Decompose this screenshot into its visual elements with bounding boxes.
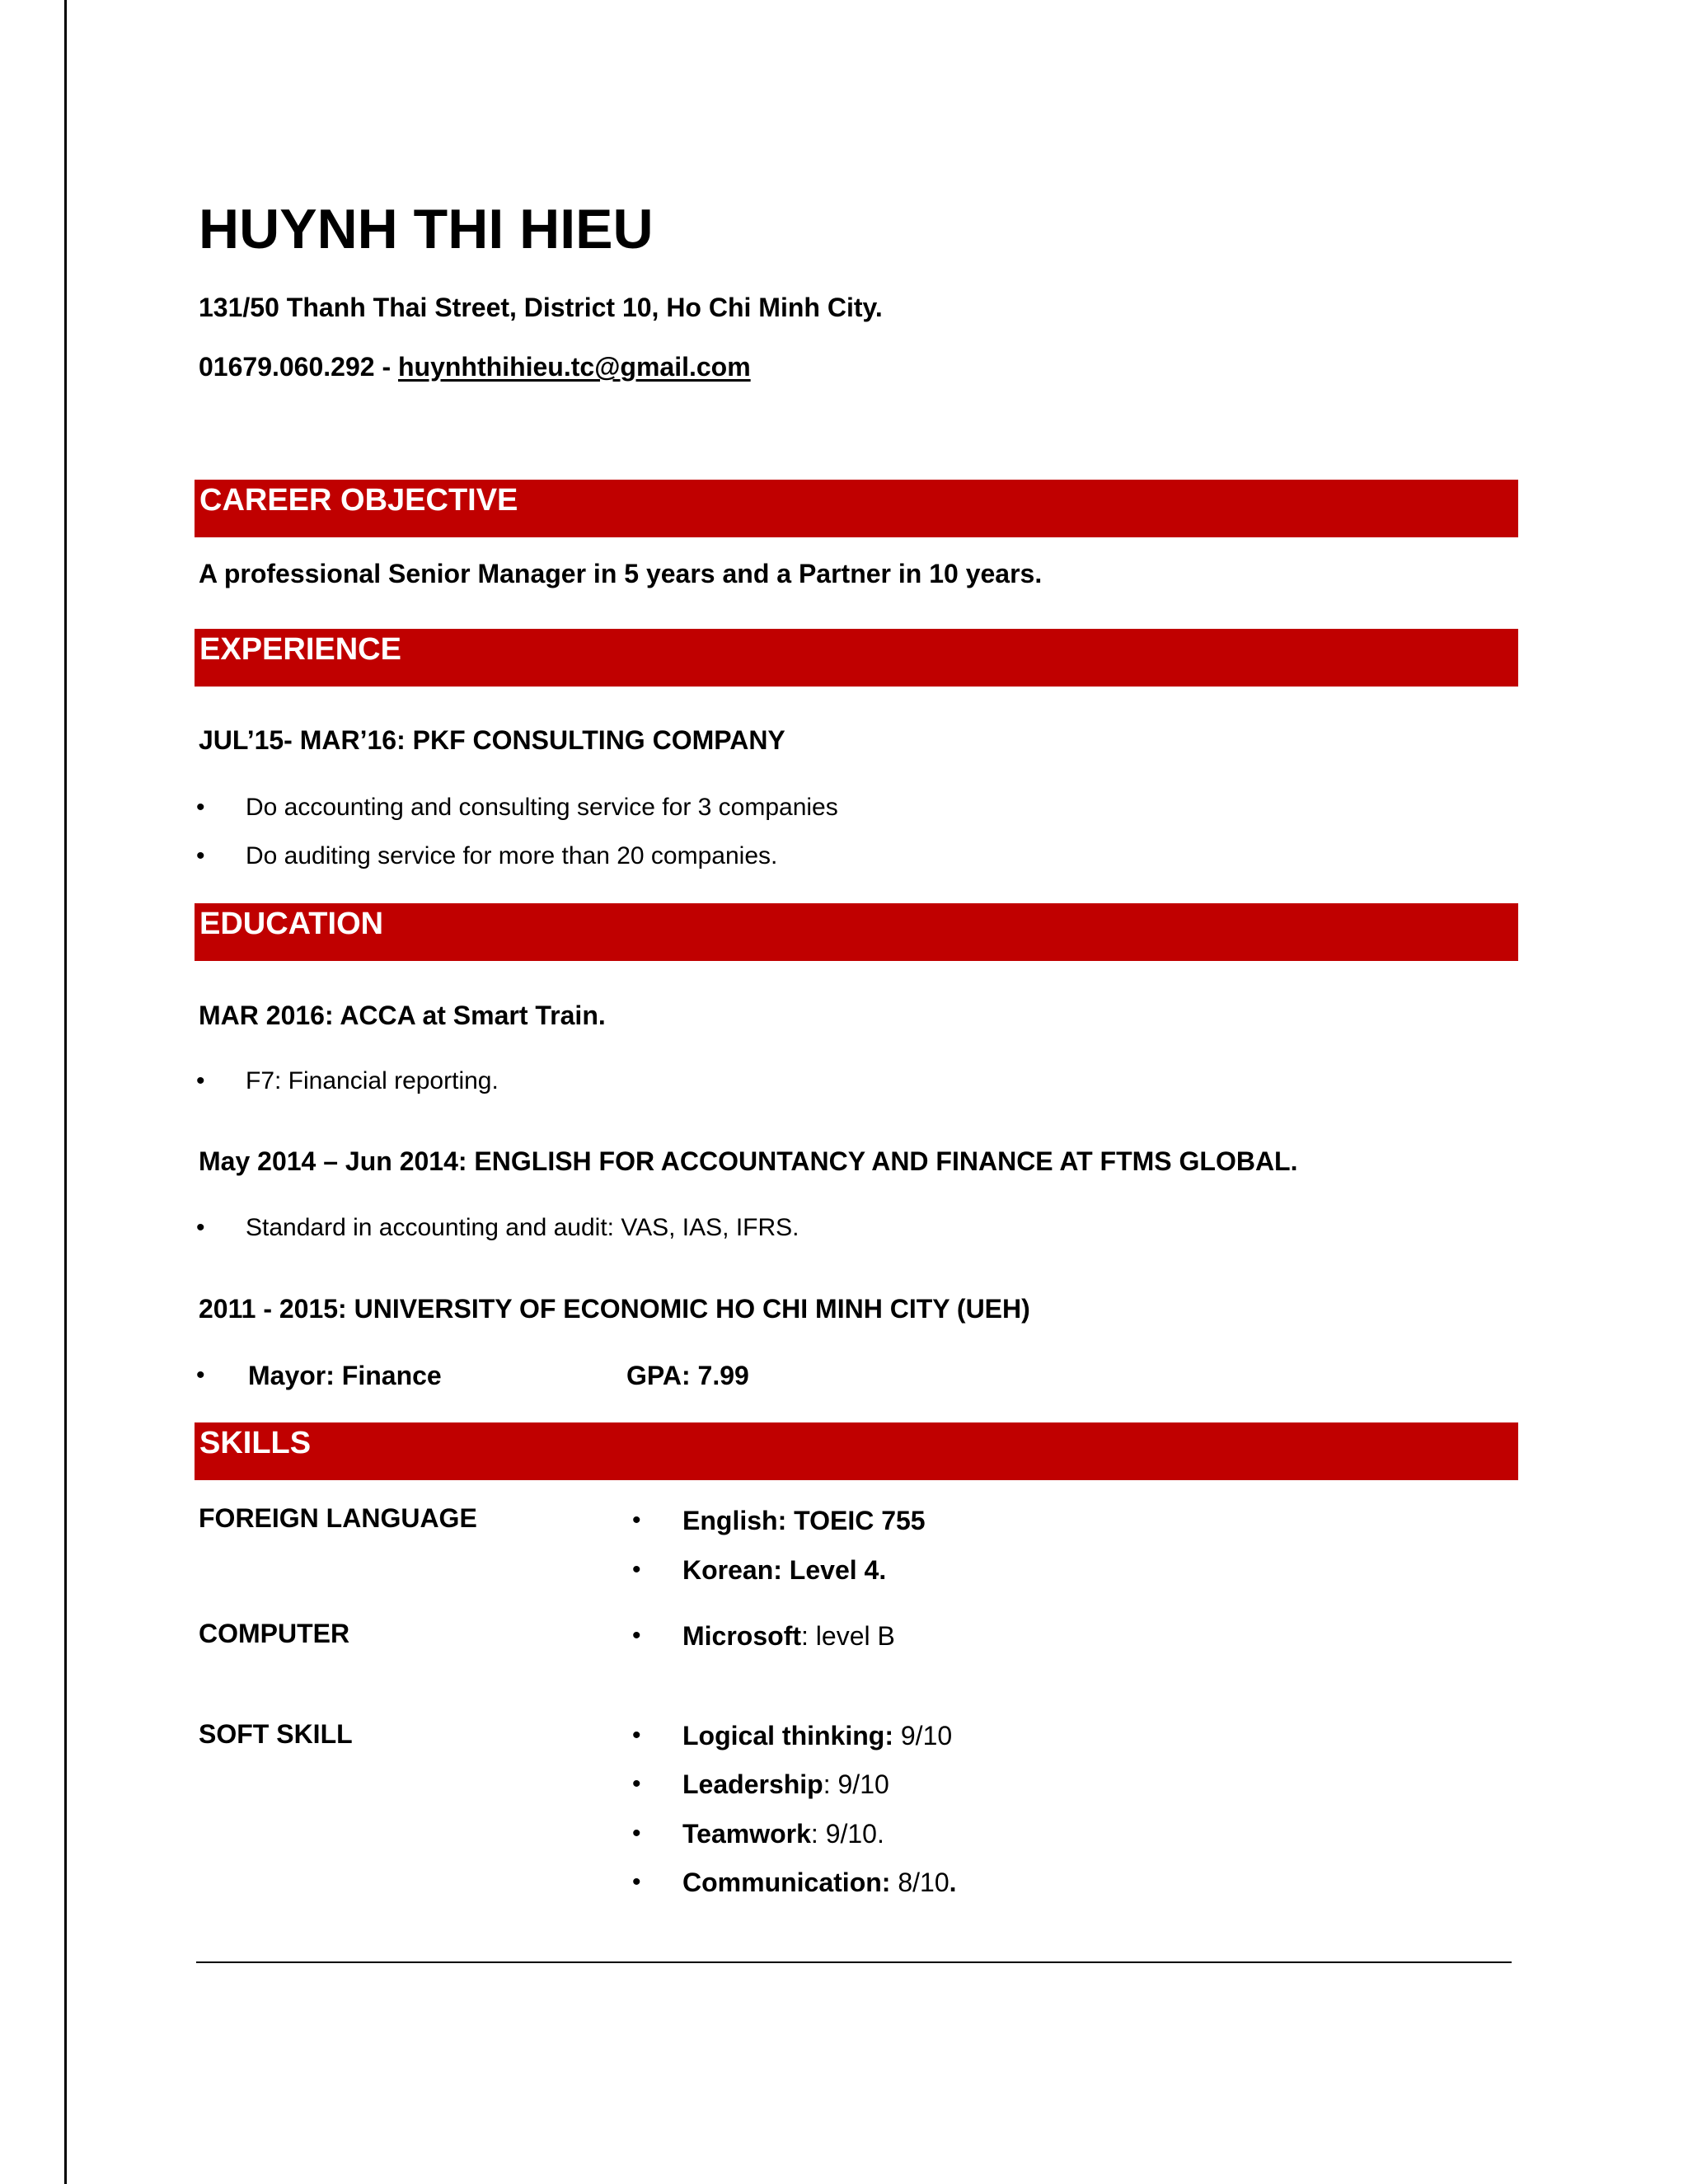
bullet-icon: • <box>196 1067 205 1094</box>
bullet-icon: • <box>632 1868 641 1896</box>
section-heading: SKILLS <box>199 1426 312 1460</box>
bullet-icon: • <box>632 1556 641 1583</box>
skill-item: Communication: 8/10. <box>682 1868 957 1897</box>
career-objective-text: A professional Senior Manager in 5 years and a Partner in 10 years. <box>199 559 1043 588</box>
address: 131/50 Thanh Thai Street, District 10, Ho Chi Minh City. <box>199 293 883 322</box>
bottom-divider <box>196 1961 1512 1963</box>
skill-item: Logical thinking: 9/10 <box>682 1721 953 1750</box>
bullet-icon: • <box>632 1622 641 1649</box>
education-title: May 2014 – Jun 2014: ENGLISH FOR ACCOUNTANCY AND FINANCE AT FTMS GLOBAL. <box>199 1146 1298 1176</box>
bullet-icon: • <box>632 1770 641 1797</box>
education-bullet: F7: Financial reporting. <box>246 1067 499 1094</box>
bullet-icon: • <box>632 1722 641 1749</box>
education-title: 2011 - 2015: UNIVERSITY OF ECONOMIC HO CHI MINH CITY (UEH) <box>199 1294 1030 1324</box>
bullet-icon: • <box>196 794 205 821</box>
education-gpa: GPA: 7.99 <box>626 1361 749 1390</box>
education-title: MAR 2016: ACCA at Smart Train. <box>199 1001 606 1030</box>
section-heading: EXPERIENCE <box>199 632 401 667</box>
section-career-objective <box>195 480 1518 537</box>
email-link[interactable]: huynhthihieu.tc@gmail.com <box>397 352 751 382</box>
section-skills <box>195 1422 1518 1480</box>
bullet-icon: • <box>196 842 205 869</box>
bullet-icon: • <box>632 1820 641 1847</box>
skill-item: English: TOEIC 755 <box>682 1506 926 1535</box>
phone: 01679.060.292 - <box>199 352 398 382</box>
job-bullet: Do auditing service for more than 20 companies. <box>246 842 778 869</box>
skill-item: Korean: Level 4. <box>682 1555 887 1585</box>
bullet-icon: • <box>632 1507 641 1534</box>
contact-line <box>199 350 751 383</box>
section-heading: CAREER OBJECTIVE <box>199 483 518 518</box>
bullet-icon: • <box>196 1361 205 1389</box>
skill-item: Leadership: 9/10 <box>682 1769 889 1799</box>
skill-group-label: SOFT SKILL <box>199 1719 353 1749</box>
skill-item: Teamwork: 9/10. <box>682 1819 884 1849</box>
skill-item: Microsoft: level B <box>682 1621 895 1651</box>
job-bullet: Do accounting and consulting service for 3 companies <box>246 794 838 821</box>
candidate-name: HUYNH THI HIEU <box>199 198 654 260</box>
education-major: Mayor: Finance <box>248 1361 442 1390</box>
bullet-icon: • <box>196 1214 205 1241</box>
skill-group-label: COMPUTER <box>199 1619 350 1648</box>
job-title: JUL’15- MAR’16: PKF CONSULTING COMPANY <box>199 725 785 755</box>
section-heading: EDUCATION <box>199 907 384 941</box>
education-bullet: Standard in accounting and audit: VAS, IAS, IFRS. <box>246 1214 799 1241</box>
section-experience <box>195 629 1518 687</box>
section-education <box>195 903 1518 961</box>
page-margin-line <box>64 0 67 2184</box>
skill-group-label: FOREIGN LANGUAGE <box>199 1503 477 1533</box>
